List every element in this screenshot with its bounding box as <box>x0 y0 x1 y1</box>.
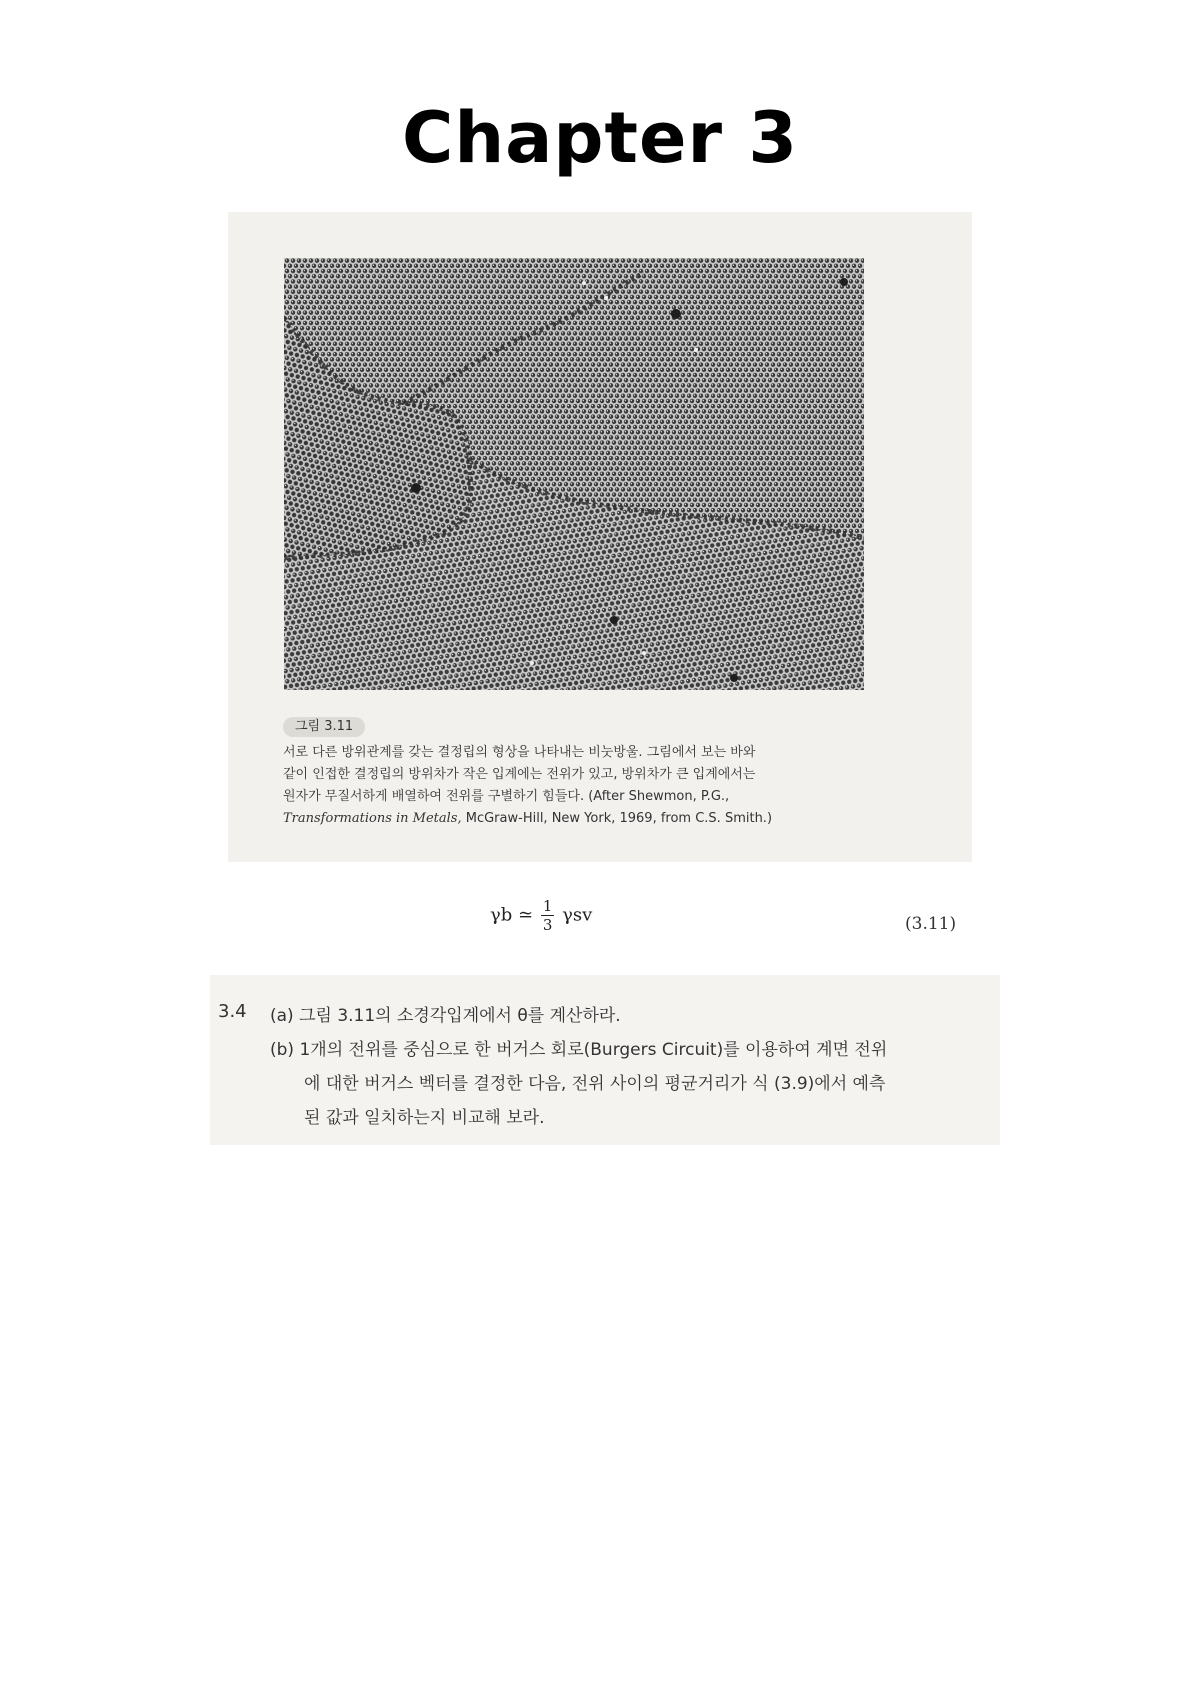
equation-number: (3.11) <box>905 914 957 934</box>
equation-3-11 <box>490 897 592 947</box>
equation-rhs: γsv <box>562 904 593 926</box>
bubble-raft-image <box>284 258 864 690</box>
equation-lhs: γb ≃ <box>490 904 534 926</box>
problem-part-a: (a) 그림 3.11의 소경각입계에서 θ를 계산하라. <box>270 1006 621 1026</box>
equation-denominator: 3 <box>542 916 553 934</box>
problem-part-b-line: 에 대한 버거스 벡터를 결정한 다음, 전위 사이의 평균거리가 식 (3.9)에서 예측 <box>304 1074 886 1094</box>
caption-line: 서로 다른 방위관계를 갖는 결정립의 형상을 나타내는 비눗방울. 그림에서 보는 바와 <box>283 745 756 760</box>
caption-line: 원자가 무질서하게 배열하여 전위를 구별하기 힘들다. (After Shewmon, P.G., <box>283 789 730 804</box>
figure-caption <box>283 742 867 830</box>
problem-part-b-line: 된 값과 일치하는지 비교해 보라. <box>304 1108 545 1128</box>
equation-numerator: 1 <box>542 897 553 915</box>
problem-part-b-line: (b) 1개의 전위를 중심으로 한 버거스 회로(Burgers Circuit)를 이용하여 계면 전위 <box>270 1040 888 1060</box>
caption-line <box>283 808 867 830</box>
chapter-title: Chapter 3 <box>401 97 799 179</box>
equation-fraction <box>541 897 555 934</box>
book-title: Transformations in Metals, <box>283 811 462 826</box>
caption-tail: McGraw-Hill, New York, 1969, from C.S. Smith.) <box>461 811 773 826</box>
caption-line: 같이 인접한 결정립의 방위차가 작은 입계에는 전위가 있고, 방위차가 큰 입계에서는 <box>283 767 756 782</box>
problem-number: 3.4 <box>218 1001 247 1022</box>
figure-label: 그림 3.11 <box>283 717 365 737</box>
